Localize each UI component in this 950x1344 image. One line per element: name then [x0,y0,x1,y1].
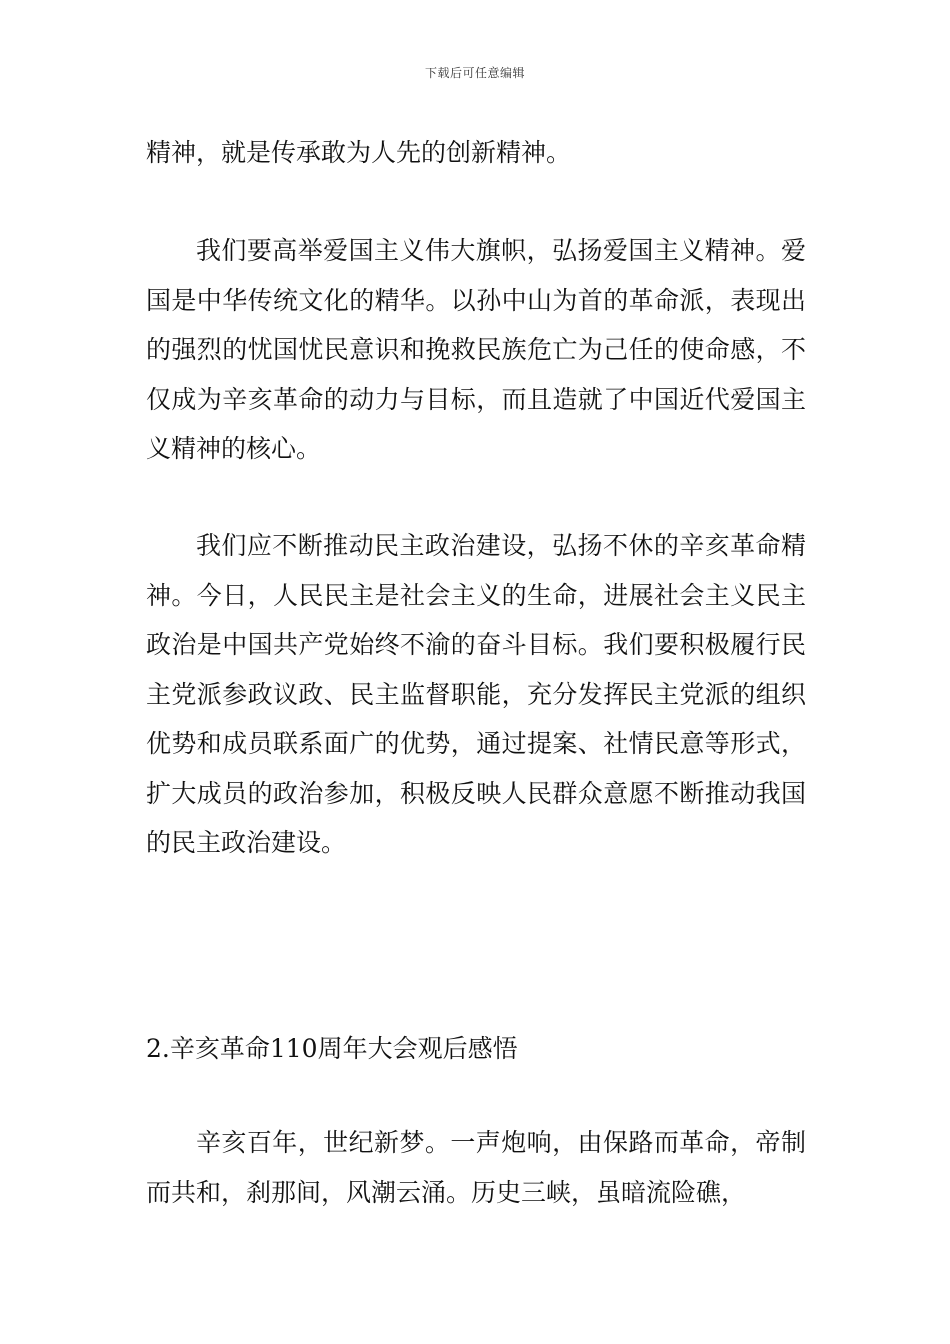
page-header: 下载后可任意编辑 [424,66,525,80]
paragraph-continuation: 精神，就是传承敢为人先的创新精神。 [146,138,572,167]
section-heading: 2.辛亥革命110周年大会观后感悟 [146,1034,518,1063]
paragraph-patriotism: 我们要高举爱国主义伟大旗帜，弘扬爱国主义精神。爱国是中华传统文化的精华。以孙中山为首的革命派，表现出的强烈的忧国忧民意识和挽救民族危亡为己任的使命感，不仅成为辛亥革命的动力与目标，而且造就了中国近代爱国主义精神的核心。 [146,236,806,463]
paragraph-centennial: 辛亥百年，世纪新梦。一声炮响，由保路而革命，帝制而共和，刹那间，风潮云涌。历史三峡，虽暗流险礁， [146,1128,806,1207]
paragraph-democracy: 我们应不断推动民主政治建设，弘扬不休的辛亥革命精神。今日，人民民主是社会主义的生命，进展社会主义民主政治是中国共产党始终不渝的奋斗目标。我们要积极履行民主党派参政议政、民主监督职能，充分发挥民主党派的组织优势和成员联系面广的优势，通过提案、社情民意等形式，扩大成员的政治参加，积极反映人民群众意愿不断推动我国的民主政治建设。 [146,531,806,857]
